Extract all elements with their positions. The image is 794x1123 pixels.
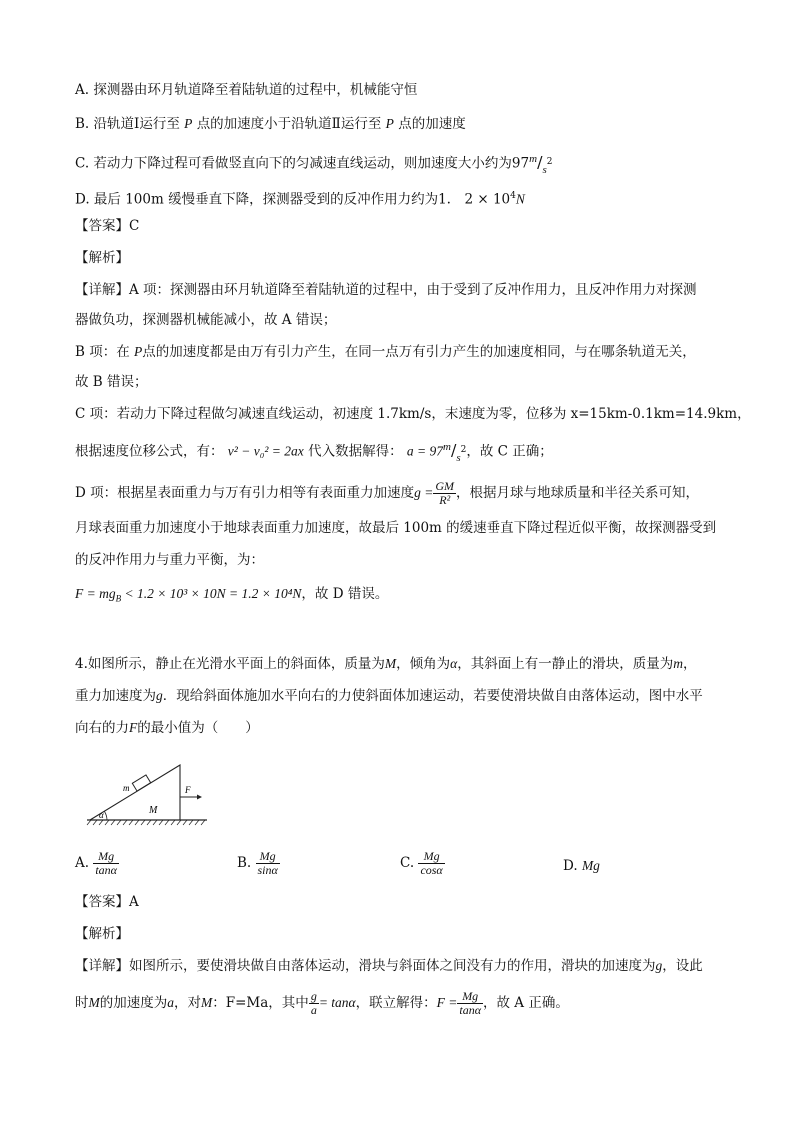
option-fraction [256,850,280,877]
point-p: P [385,116,394,131]
frac-den: cosα [420,863,443,877]
unit-m: m [443,440,451,453]
q4-detail-1-post: ，设此 [662,958,703,974]
angle-arc [105,812,108,821]
var-g: g [156,688,163,703]
q3-detail-d4-post: ，故 D 错误。 [301,586,389,602]
arrow-head-icon [197,795,202,800]
q4-analysis-label: 【解析】 [75,926,129,942]
frac-num: Mg [256,850,280,864]
q3-option-c: C. 若动力下降过程可看做竖直向下的匀减速直线运动，则加速度大小约为$97^m/_s^2$ [75,152,553,176]
accel-result: a = 97 [406,443,443,459]
q3-detail-c2-mid: 代入数据解得： [308,443,403,460]
unit-m: m [529,152,538,165]
q4-line1-mid2: ，其斜面上有一静止的滑块，质量为 [457,656,674,672]
q4-line3-pre: 向右的力 [75,720,129,736]
q3-option-a: A. 探测器由环月轨道降至着陆轨道的过程中，机械能守恒 [75,82,418,98]
q3-detail-d3: 的反冲作用力与重力平衡，为： [75,552,264,568]
q4-line2 [75,686,703,706]
q3-detail-d4 [75,584,388,609]
var-m: m [673,656,683,671]
sub-b: B [115,593,122,604]
q4-detail-1-pre: 【详解】如图所示，要使滑块做自由落体运动，滑块与斜面体之间没有力的作用，滑块的加速度为 [75,958,656,974]
frac-num: Mg [457,990,483,1004]
q3-option-d-text: D. 最后 100m 缓慢垂直下降，探测器受到的反冲作用力约为1. 2 × 10 [75,191,511,208]
incline-figure [85,760,210,830]
unit-n: N [515,191,525,207]
q4-line3-post: 的最小值为（ ） [137,720,259,736]
q3-detail-b1-post: 点的加速度都是由万有引力产生，在同一点万有引力产生的加速度相同，与在哪条轨道无关， [142,344,696,360]
frac-num: g [310,989,317,1003]
var-F: F [129,720,138,735]
q3-option-b-post: 点的加速度 [398,116,466,132]
q3-detail-c2-pre: 根据速度位移公式，有： [75,443,224,460]
label-m: m [123,783,130,793]
q3-detail-c2-post: ，故 C 正确； [466,443,553,460]
point-p: P [134,344,143,359]
frac-den: tanα [95,863,117,877]
exp-4: 4 [510,191,516,201]
label-M: M [149,805,158,816]
force-eq: F = mg [75,586,116,601]
q4-option-a [75,850,119,877]
label-F: F [185,785,191,795]
frac-den: R² [439,493,451,507]
q3-option-b [75,114,466,134]
q3-detail-a1: 【详解】A 项：探测器由环月轨道降至着陆轨道的过程中，由于受到了反冲作用力，且反冲作用力对探测 [75,282,697,298]
q3-detail-b2: 故 B 错误； [75,374,148,390]
q3-detail-d1 [75,480,699,507]
unit-s: s [456,451,461,464]
q3-detail-c1: C 项：若动力下降过程做匀减速直线运动，初速度 1.7km/s，末速度为零，位移为 x=15km-0.1km=14.9km， [75,406,751,422]
var-M: M [88,995,100,1010]
frac-num: Mg [93,850,119,864]
frac-den: tanα [459,1003,482,1017]
g-over-a-fraction [309,990,319,1017]
q3-analysis-label: 【解析】 [75,250,129,266]
var-g: g [655,958,663,973]
option-fraction [418,850,444,877]
var-alpha: α [450,656,458,671]
q4-line2-post: ．现给斜面体施加水平向右的力使斜面体加速运动，若要使滑块做自由落体运动，图中水平 [162,688,703,704]
unit-s: s [542,163,547,176]
force-F: F = [436,995,458,1010]
gravity-eq: g = [414,485,434,500]
option-fraction [93,850,119,877]
q3-detail-a2: 器做负功，探测器机械能减小，故 A 错误； [75,312,337,328]
point-p: P [184,116,193,131]
var-M: M [201,995,213,1010]
q4-line2-pre: 重力加速度为 [75,688,156,704]
q3-detail-b1-pre: B 项：在 [75,344,130,360]
frac-num: Mg [418,850,444,864]
frac-num: GM [435,479,455,493]
ground-hatch [87,820,205,825]
q4-detail-2-mid: 的加速度为 [99,995,168,1011]
q4-detail-2-eq: ：F=Ma，其中 [212,995,309,1011]
q3-option-b-pre: B. 沿轨道Ⅰ运行至 [75,116,180,132]
q4-option-d [563,858,600,874]
block-m [132,775,150,791]
q4-detail-2-post: ，故 A 正确。 [483,995,569,1011]
velocity-formula: v² − v₀² = 2ax [227,443,304,459]
tan-eq: = tanα [318,995,356,1010]
q3-detail-d1-pre: D 项：根据星表面重力与万有引力相等有表面重力加速度 [75,485,415,501]
q4-line1-end: ， [682,656,697,672]
q4-option-b [237,850,280,877]
option-label: D. [563,858,578,874]
q4-answer: 【答案】A [75,894,139,910]
q4-line3 [75,718,259,738]
frac-den: sinα [257,863,278,877]
q3-detail-b1 [75,342,696,362]
q3-option-b-mid: 点的加速度小于沿轨道Ⅱ运行至 [196,116,382,132]
result-fraction [457,990,483,1017]
option-label: B. [237,855,252,871]
q3-option-d [75,186,525,210]
q3-detail-d1-post: ，根据月球与地球质量和半径关系可知， [456,485,700,501]
q4-line1 [75,654,696,674]
q3-detail-d2: 月球表面重力加速度小于地球表面重力加速度，故最后 100m 的缓速垂直下降过程近似平衡，故探测器受到 [75,520,717,536]
option-label: A. [75,855,90,871]
q3-answer: 【答案】C [75,218,140,234]
q4-option-c [400,850,445,877]
q3-option-c-text: C. 若动力下降过程可看做竖直向下的匀减速直线运动，则加速度大小约为97 [75,155,530,172]
q4-line1-pre: 4.如图所示，静止在光滑水平面上的斜面体，质量为 [75,656,385,672]
option-text: Mg [581,858,600,873]
q4-detail-2-mid2: ，对 [174,995,201,1011]
var-a: a [167,995,174,1010]
q4-detail-1 [75,956,703,976]
q4-detail-2-mid3: ，联立解得： [355,995,437,1011]
q4-detail-2-pre: 时 [75,995,89,1011]
force-eq-rest: < 1.2 × 10³ × 10N = 1.2 × 10⁴N [121,586,302,601]
var-M: M [384,656,397,671]
label-alpha: α [99,810,104,820]
q3-detail-c2: 根据速度位移公式，有： v² − v₀² = 2ax 代入数据解得： $a = 97^m/_s^2$，故 C 正确； [75,440,553,464]
option-label: C. [400,855,415,871]
q4-detail-2 [75,990,569,1017]
frac-den: a [310,1003,317,1017]
q4-line1-mid1: ，倾角为 [396,656,451,672]
gm-r2-fraction [433,480,456,507]
